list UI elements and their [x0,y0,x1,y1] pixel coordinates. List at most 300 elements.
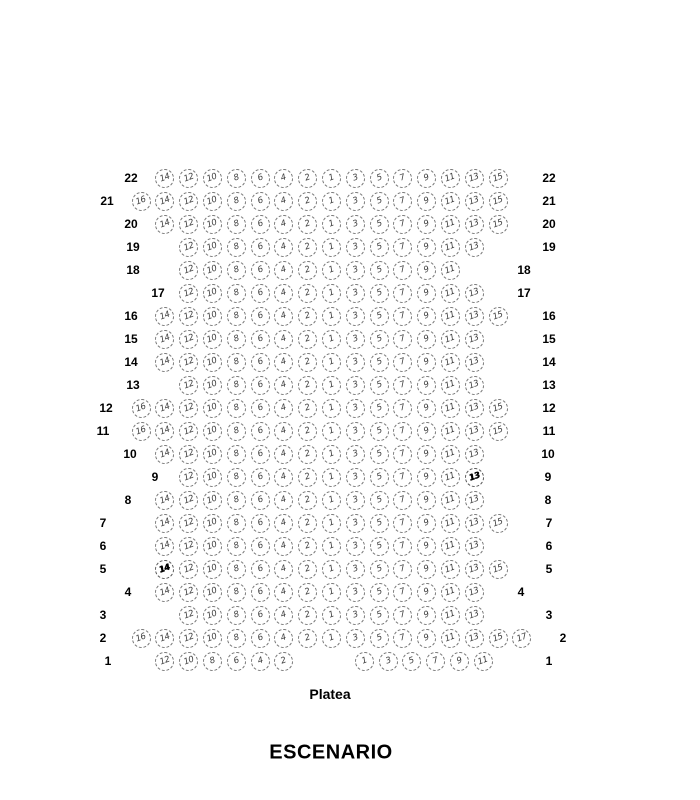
seat-row18-11[interactable] [441,261,460,280]
seat-row11-4[interactable] [274,422,293,441]
seat-row22-11[interactable] [441,169,460,188]
seat-row18-7[interactable] [393,261,412,280]
seat-row14-11[interactable] [441,353,460,372]
seat-row10-8[interactable] [227,445,246,464]
seat-row2-11[interactable] [441,629,460,648]
seat-row22-15[interactable] [489,169,508,188]
seat-row19-6[interactable] [251,238,270,257]
seat-row9-4[interactable] [274,468,293,487]
seat-row12-3[interactable] [346,399,365,418]
seat-row17-11[interactable] [441,284,460,303]
seat-row16-8[interactable] [227,307,246,326]
seat-row21-8[interactable] [227,192,246,211]
seat-row2-3[interactable] [346,629,365,648]
seat-row7-14[interactable] [155,514,174,533]
seat-row16-2[interactable] [298,307,317,326]
seat-row4-3[interactable] [346,583,365,602]
seat-row5-3[interactable] [346,560,365,579]
seat-row2-5[interactable] [370,629,389,648]
seat-row13-11[interactable] [441,376,460,395]
seat-row15-9[interactable] [417,330,436,349]
seat-row2-12[interactable] [179,629,198,648]
seat-row5-1[interactable] [322,560,341,579]
seat-row4-4[interactable] [274,583,293,602]
seat-row15-11[interactable] [441,330,460,349]
seat-row14-6[interactable] [251,353,270,372]
seat-row14-9[interactable] [417,353,436,372]
seat-row2-15[interactable] [489,629,508,648]
seat-row7-10[interactable] [203,514,222,533]
seat-row11-6[interactable] [251,422,270,441]
seat-row20-13[interactable] [465,215,484,234]
seat-row6-10[interactable] [203,537,222,556]
seat-row8-14[interactable] [155,491,174,510]
seat-row3-2[interactable] [298,606,317,625]
seat-row11-2[interactable] [298,422,317,441]
seat-row14-2[interactable] [298,353,317,372]
seat-row20-6[interactable] [251,215,270,234]
seat-row22-3[interactable] [346,169,365,188]
seat-row3-4[interactable] [274,606,293,625]
seat-row4-6[interactable] [251,583,270,602]
seat-row15-7[interactable] [393,330,412,349]
seat-row10-9[interactable] [417,445,436,464]
seat-row15-2[interactable] [298,330,317,349]
seat-row5-5[interactable] [370,560,389,579]
seat-row9-7[interactable] [393,468,412,487]
seat-row14-12[interactable] [179,353,198,372]
seat-row21-9[interactable] [417,192,436,211]
seat-row21-10[interactable] [203,192,222,211]
seat-row21-12[interactable] [179,192,198,211]
seat-row15-8[interactable] [227,330,246,349]
seat-row6-1[interactable] [322,537,341,556]
seat-row4-11[interactable] [441,583,460,602]
seat-row8-8[interactable] [227,491,246,510]
seat-row5-9[interactable] [417,560,436,579]
seat-row5-15[interactable] [489,560,508,579]
seat-row17-10[interactable] [203,284,222,303]
seat-row20-10[interactable] [203,215,222,234]
seat-row12-5[interactable] [370,399,389,418]
seat-row17-5[interactable] [370,284,389,303]
seat-row6-6[interactable] [251,537,270,556]
seat-row1-8[interactable] [203,652,222,671]
seat-row14-14[interactable] [155,353,174,372]
seat-row21-7[interactable] [393,192,412,211]
seat-row7-5[interactable] [370,514,389,533]
seat-row10-1[interactable] [322,445,341,464]
seat-row22-5[interactable] [370,169,389,188]
seat-row22-12[interactable] [179,169,198,188]
seat-row19-5[interactable] [370,238,389,257]
seat-row8-4[interactable] [274,491,293,510]
seat-row15-6[interactable] [251,330,270,349]
seat-row7-9[interactable] [417,514,436,533]
seat-row1-12[interactable] [155,652,174,671]
seat-row20-9[interactable] [417,215,436,234]
seat-row11-5[interactable] [370,422,389,441]
seat-row22-6[interactable] [251,169,270,188]
seat-row21-1[interactable] [322,192,341,211]
seat-row11-16[interactable] [132,422,151,441]
seat-row15-5[interactable] [370,330,389,349]
seat-row16-6[interactable] [251,307,270,326]
seat-row10-4[interactable] [274,445,293,464]
seat-row18-10[interactable] [203,261,222,280]
seat-row14-13[interactable] [465,353,484,372]
seat-row8-10[interactable] [203,491,222,510]
seat-row7-3[interactable] [346,514,365,533]
seat-row15-4[interactable] [274,330,293,349]
seat-row7-7[interactable] [393,514,412,533]
seat-row13-5[interactable] [370,376,389,395]
seat-row2-16[interactable] [132,629,151,648]
seat-row19-7[interactable] [393,238,412,257]
seat-row17-13[interactable] [465,284,484,303]
seat-row20-1[interactable] [322,215,341,234]
seat-row20-12[interactable] [179,215,198,234]
seat-row3-13[interactable] [465,606,484,625]
seat-row4-1[interactable] [322,583,341,602]
seat-row7-2[interactable] [298,514,317,533]
seat-row17-7[interactable] [393,284,412,303]
seat-row16-3[interactable] [346,307,365,326]
seat-row19-3[interactable] [346,238,365,257]
seat-row22-1[interactable] [322,169,341,188]
seat-row6-9[interactable] [417,537,436,556]
seat-row5-12[interactable] [179,560,198,579]
seat-row19-4[interactable] [274,238,293,257]
seat-row11-12[interactable] [179,422,198,441]
seat-row10-11[interactable] [441,445,460,464]
seat-row13-7[interactable] [393,376,412,395]
seat-row1-11[interactable] [474,652,493,671]
seat-row8-9[interactable] [417,491,436,510]
seat-row18-5[interactable] [370,261,389,280]
seat-row13-10[interactable] [203,376,222,395]
seat-row21-11[interactable] [441,192,460,211]
seat-row2-7[interactable] [393,629,412,648]
seat-row8-12[interactable] [179,491,198,510]
seat-row4-10[interactable] [203,583,222,602]
seat-row16-4[interactable] [274,307,293,326]
seat-row19-2[interactable] [298,238,317,257]
seat-row3-10[interactable] [203,606,222,625]
seat-row8-6[interactable] [251,491,270,510]
seat-row2-10[interactable] [203,629,222,648]
seat-row18-1[interactable] [322,261,341,280]
seat-row9-1[interactable] [322,468,341,487]
seat-row16-11[interactable] [441,307,460,326]
seat-row12-7[interactable] [393,399,412,418]
seat-row14-3[interactable] [346,353,365,372]
seat-row5-7[interactable] [393,560,412,579]
seat-row8-7[interactable] [393,491,412,510]
seat-row1-6[interactable] [227,652,246,671]
seat-row10-14[interactable] [155,445,174,464]
seat-row3-6[interactable] [251,606,270,625]
seat-row6-14[interactable] [155,537,174,556]
seat-row19-8[interactable] [227,238,246,257]
seat-row7-15[interactable] [489,514,508,533]
seat-row9-11[interactable] [441,468,460,487]
seat-row1-1[interactable] [355,652,374,671]
seat-row21-14[interactable] [155,192,174,211]
seat-row16-9[interactable] [417,307,436,326]
seat-row7-13[interactable] [465,514,484,533]
seat-row7-11[interactable] [441,514,460,533]
seat-row18-6[interactable] [251,261,270,280]
seat-row1-9[interactable] [450,652,469,671]
seat-row20-11[interactable] [441,215,460,234]
seat-row2-8[interactable] [227,629,246,648]
seat-row14-8[interactable] [227,353,246,372]
seat-row20-7[interactable] [393,215,412,234]
seat-row4-12[interactable] [179,583,198,602]
seat-row20-4[interactable] [274,215,293,234]
seat-row13-1[interactable] [322,376,341,395]
seat-row13-9[interactable] [417,376,436,395]
seat-row21-13[interactable] [465,192,484,211]
seat-row19-12[interactable] [179,238,198,257]
seat-row6-12[interactable] [179,537,198,556]
seat-row3-9[interactable] [417,606,436,625]
seat-row4-14[interactable] [155,583,174,602]
seat-row5-10[interactable] [203,560,222,579]
seat-row6-3[interactable] [346,537,365,556]
seat-row9-9[interactable] [417,468,436,487]
seat-row3-11[interactable] [441,606,460,625]
seat-row22-8[interactable] [227,169,246,188]
seat-row17-4[interactable] [274,284,293,303]
seat-row8-3[interactable] [346,491,365,510]
seat-row5-2[interactable] [298,560,317,579]
seat-row22-4[interactable] [274,169,293,188]
seat-row20-15[interactable] [489,215,508,234]
seat-row19-13[interactable] [465,238,484,257]
seat-row9-2[interactable] [298,468,317,487]
seat-row13-8[interactable] [227,376,246,395]
seat-row2-2[interactable] [298,629,317,648]
seat-row12-16[interactable] [132,399,151,418]
seat-row8-2[interactable] [298,491,317,510]
seat-row22-14[interactable] [155,169,174,188]
seat-row6-5[interactable] [370,537,389,556]
seat-row3-7[interactable] [393,606,412,625]
seat-row11-1[interactable] [322,422,341,441]
seat-row11-9[interactable] [417,422,436,441]
seat-row2-17[interactable] [512,629,531,648]
seat-row8-13[interactable] [465,491,484,510]
seat-row6-7[interactable] [393,537,412,556]
seat-row5-11[interactable] [441,560,460,579]
seat-row11-10[interactable] [203,422,222,441]
seat-row14-7[interactable] [393,353,412,372]
seat-row13-13[interactable] [465,376,484,395]
seat-row7-1[interactable] [322,514,341,533]
seat-row12-13[interactable] [465,399,484,418]
seat-row20-14[interactable] [155,215,174,234]
seat-row4-7[interactable] [393,583,412,602]
seat-row2-14[interactable] [155,629,174,648]
seat-row18-8[interactable] [227,261,246,280]
seat-row18-4[interactable] [274,261,293,280]
seat-row18-12[interactable] [179,261,198,280]
seat-row4-8[interactable] [227,583,246,602]
seat-row22-2[interactable] [298,169,317,188]
seat-row7-8[interactable] [227,514,246,533]
seat-row8-1[interactable] [322,491,341,510]
seat-row13-2[interactable] [298,376,317,395]
seat-row9-8[interactable] [227,468,246,487]
seat-row6-8[interactable] [227,537,246,556]
seat-row21-15[interactable] [489,192,508,211]
seat-row20-8[interactable] [227,215,246,234]
seat-row6-13[interactable] [465,537,484,556]
seat-row2-13[interactable] [465,629,484,648]
seat-row4-2[interactable] [298,583,317,602]
seat-row17-3[interactable] [346,284,365,303]
seat-row10-6[interactable] [251,445,270,464]
seat-row7-4[interactable] [274,514,293,533]
seat-row1-5[interactable] [402,652,421,671]
seat-row12-12[interactable] [179,399,198,418]
seat-row9-13[interactable] [465,468,484,487]
seat-row16-15[interactable] [489,307,508,326]
seat-row1-2[interactable] [274,652,293,671]
seat-row22-9[interactable] [417,169,436,188]
seat-row12-11[interactable] [441,399,460,418]
seat-row11-15[interactable] [489,422,508,441]
seat-row22-10[interactable] [203,169,222,188]
seat-row9-5[interactable] [370,468,389,487]
seat-row6-4[interactable] [274,537,293,556]
seat-row9-3[interactable] [346,468,365,487]
seat-row12-6[interactable] [251,399,270,418]
seat-row5-6[interactable] [251,560,270,579]
seat-row13-6[interactable] [251,376,270,395]
seat-row16-5[interactable] [370,307,389,326]
seat-row9-6[interactable] [251,468,270,487]
seat-row18-3[interactable] [346,261,365,280]
seat-row15-14[interactable] [155,330,174,349]
seat-row8-5[interactable] [370,491,389,510]
seat-row19-11[interactable] [441,238,460,257]
seat-row15-13[interactable] [465,330,484,349]
seat-row3-1[interactable] [322,606,341,625]
seat-row16-13[interactable] [465,307,484,326]
seat-row2-4[interactable] [274,629,293,648]
seat-row2-9[interactable] [417,629,436,648]
seat-row11-3[interactable] [346,422,365,441]
seat-row3-8[interactable] [227,606,246,625]
seat-row1-3[interactable] [379,652,398,671]
seat-row11-14[interactable] [155,422,174,441]
seat-row12-8[interactable] [227,399,246,418]
seat-row4-13[interactable] [465,583,484,602]
seat-row20-2[interactable] [298,215,317,234]
seat-row12-2[interactable] [298,399,317,418]
seat-row4-5[interactable] [370,583,389,602]
seat-row13-4[interactable] [274,376,293,395]
seat-row16-10[interactable] [203,307,222,326]
seat-row21-5[interactable] [370,192,389,211]
seat-row15-1[interactable] [322,330,341,349]
seat-row17-8[interactable] [227,284,246,303]
seat-row2-6[interactable] [251,629,270,648]
seat-row12-9[interactable] [417,399,436,418]
seat-row14-5[interactable] [370,353,389,372]
seat-row11-13[interactable] [465,422,484,441]
seat-row19-9[interactable] [417,238,436,257]
seat-row10-12[interactable] [179,445,198,464]
seat-row10-13[interactable] [465,445,484,464]
seat-row17-12[interactable] [179,284,198,303]
seat-row3-12[interactable] [179,606,198,625]
seat-row20-5[interactable] [370,215,389,234]
seat-row10-3[interactable] [346,445,365,464]
seat-row11-11[interactable] [441,422,460,441]
seat-row19-10[interactable] [203,238,222,257]
seat-row16-7[interactable] [393,307,412,326]
seat-row13-3[interactable] [346,376,365,395]
seat-row18-9[interactable] [417,261,436,280]
seat-row17-6[interactable] [251,284,270,303]
seat-row3-5[interactable] [370,606,389,625]
seat-row21-2[interactable] [298,192,317,211]
seat-row22-13[interactable] [465,169,484,188]
seat-row13-12[interactable] [179,376,198,395]
seat-row21-6[interactable] [251,192,270,211]
seat-row7-12[interactable] [179,514,198,533]
seat-row14-10[interactable] [203,353,222,372]
seat-row6-11[interactable] [441,537,460,556]
seat-row1-7[interactable] [426,652,445,671]
seat-row10-5[interactable] [370,445,389,464]
seat-row14-4[interactable] [274,353,293,372]
seat-row21-4[interactable] [274,192,293,211]
seat-row5-8[interactable] [227,560,246,579]
seat-row15-3[interactable] [346,330,365,349]
seat-row11-8[interactable] [227,422,246,441]
seat-row1-10[interactable] [179,652,198,671]
seat-row3-3[interactable] [346,606,365,625]
seat-row5-13[interactable] [465,560,484,579]
seat-row16-12[interactable] [179,307,198,326]
seat-row10-7[interactable] [393,445,412,464]
seat-row18-2[interactable] [298,261,317,280]
seat-row15-10[interactable] [203,330,222,349]
seat-row5-4[interactable] [274,560,293,579]
seat-row10-2[interactable] [298,445,317,464]
seat-row12-14[interactable] [155,399,174,418]
seat-row12-15[interactable] [489,399,508,418]
seat-row12-1[interactable] [322,399,341,418]
seat-row1-4[interactable] [251,652,270,671]
seat-row15-12[interactable] [179,330,198,349]
seat-row19-1[interactable] [322,238,341,257]
seat-row20-3[interactable] [346,215,365,234]
seat-row16-14[interactable] [155,307,174,326]
seat-row9-10[interactable] [203,468,222,487]
seat-row10-10[interactable] [203,445,222,464]
seat-row12-4[interactable] [274,399,293,418]
seat-row7-6[interactable] [251,514,270,533]
seat-row8-11[interactable] [441,491,460,510]
seat-row12-10[interactable] [203,399,222,418]
seat-row14-1[interactable] [322,353,341,372]
